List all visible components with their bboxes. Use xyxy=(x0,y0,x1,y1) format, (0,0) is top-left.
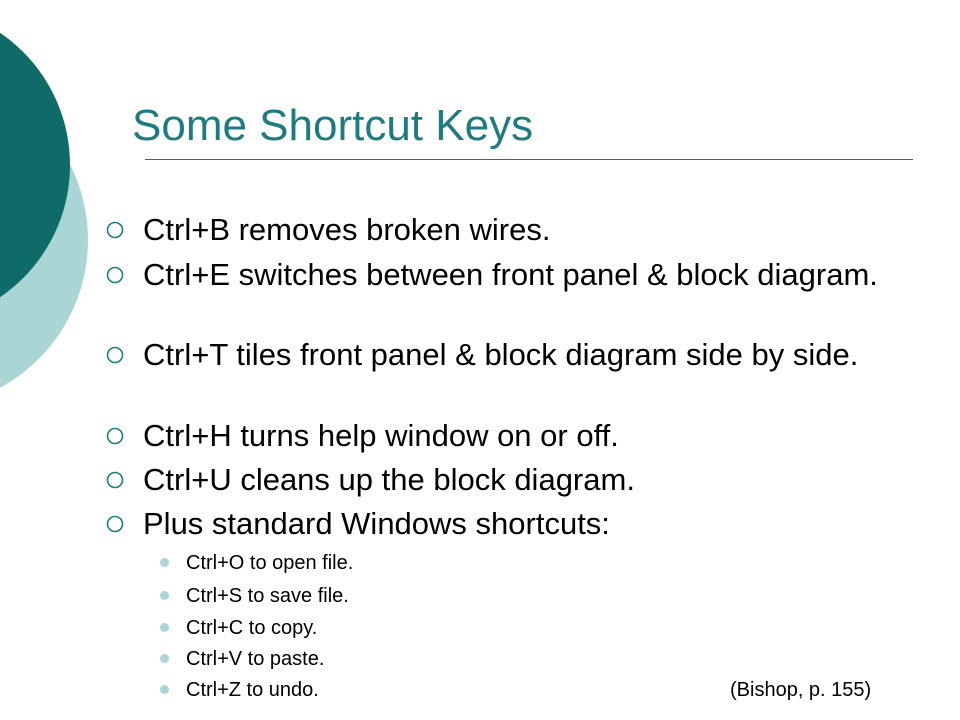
bullet-text: Ctrl+H turns help window on or off. xyxy=(143,418,619,453)
hollow-circle-icon xyxy=(105,220,125,240)
filled-dot-icon xyxy=(160,685,169,694)
filled-dot-icon xyxy=(160,591,169,600)
hollow-circle-icon xyxy=(105,514,125,534)
hollow-circle-icon xyxy=(105,345,125,365)
bullet-text: Ctrl+T tiles front panel & block diagram side by side. xyxy=(143,337,859,372)
bullet-text: Ctrl+E switches between front panel & block diagram. xyxy=(143,257,878,292)
bullet-text: Plus standard Windows shortcuts: xyxy=(143,506,610,541)
sub-bullet-text: Ctrl+S to save file. xyxy=(186,585,349,607)
filled-dot-icon xyxy=(160,654,169,663)
bullet-text: Ctrl+U cleans up the block diagram. xyxy=(143,462,635,497)
filled-dot-icon xyxy=(160,558,169,567)
sub-bullet-text: Ctrl+V to paste. xyxy=(186,648,325,670)
hollow-circle-icon xyxy=(105,265,125,285)
citation: (Bishop, p. 155) xyxy=(730,679,872,701)
hollow-circle-icon xyxy=(105,470,125,490)
sub-bullet-text: Ctrl+O to open file. xyxy=(186,552,354,574)
sub-bullet-text: Ctrl+Z to undo. xyxy=(186,679,319,701)
slide-title: Some Shortcut Keys xyxy=(132,101,534,150)
bullet-text: Ctrl+B removes broken wires. xyxy=(143,212,551,247)
filled-dot-icon xyxy=(160,623,169,632)
sub-bullet-text: Ctrl+C to copy. xyxy=(186,617,318,639)
hollow-circle-icon xyxy=(105,426,125,446)
